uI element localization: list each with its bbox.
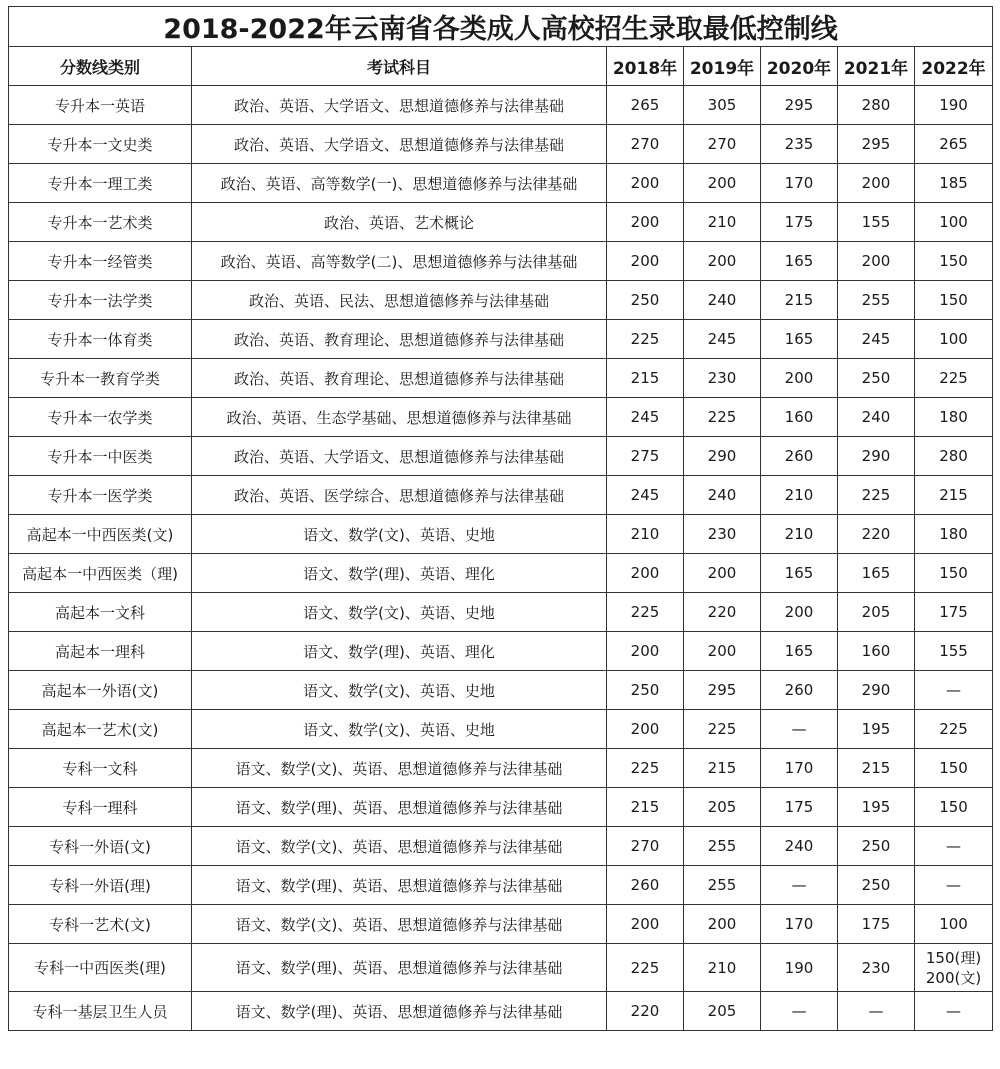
table-row <box>9 86 993 125</box>
table-row <box>9 788 993 827</box>
score-2020: 260 <box>761 671 838 710</box>
score-2021: 160 <box>838 632 915 671</box>
score-2021: 220 <box>838 515 915 554</box>
table-row <box>9 827 993 866</box>
score-2019: 215 <box>684 749 761 788</box>
header-year-2019: 2019年 <box>684 47 761 86</box>
score-2019: 295 <box>684 671 761 710</box>
score-2020: 170 <box>761 749 838 788</box>
score-2019: 255 <box>684 827 761 866</box>
score-2018: 215 <box>607 359 684 398</box>
subjects-cell: 政治、英语、教育理论、思想道德修养与法律基础 <box>192 359 607 398</box>
score-2018: 200 <box>607 710 684 749</box>
score-2018: 260 <box>607 866 684 905</box>
score-2021: 165 <box>838 554 915 593</box>
table-row <box>9 320 993 359</box>
table-row <box>9 593 993 632</box>
score-2022: 180 <box>915 398 993 437</box>
score-2018: 265 <box>607 86 684 125</box>
table-row <box>9 281 993 320</box>
score-2021: 195 <box>838 788 915 827</box>
score-2019: 220 <box>684 593 761 632</box>
score-2021: 255 <box>838 281 915 320</box>
subjects-cell: 语文、数学(文)、英语、思想道德修养与法律基础 <box>192 905 607 944</box>
score-2022: 100 <box>915 203 993 242</box>
score-2021: 195 <box>838 710 915 749</box>
category-cell: 专科一文科 <box>9 749 192 788</box>
subjects-cell: 语文、数学(文)、英语、史地 <box>192 515 607 554</box>
score-2022: 215 <box>915 476 993 515</box>
score-2019: 305 <box>684 86 761 125</box>
score-2020: — <box>761 710 838 749</box>
score-2022: 180 <box>915 515 993 554</box>
score-2022: — <box>915 671 993 710</box>
score-2018: 200 <box>607 905 684 944</box>
score-2018: 270 <box>607 827 684 866</box>
table-row <box>9 866 993 905</box>
score-2022: 150 <box>915 554 993 593</box>
score-2021: 175 <box>838 905 915 944</box>
subjects-cell: 语文、数学(文)、英语、史地 <box>192 593 607 632</box>
score-2020: 190 <box>761 944 838 992</box>
score-2022: 265 <box>915 125 993 164</box>
score-2021: 250 <box>838 827 915 866</box>
score-2019: 245 <box>684 320 761 359</box>
score-2021: 200 <box>838 164 915 203</box>
subjects-cell: 语文、数学(理)、英语、思想道德修养与法律基础 <box>192 788 607 827</box>
score-2018: 225 <box>607 749 684 788</box>
subjects-cell: 政治、英语、艺术概论 <box>192 203 607 242</box>
category-cell: 高起本一艺术(文) <box>9 710 192 749</box>
score-2022: — <box>915 827 993 866</box>
score-2022: 185 <box>915 164 993 203</box>
score-2021: 295 <box>838 125 915 164</box>
score-2018: 245 <box>607 476 684 515</box>
score-2020: 200 <box>761 359 838 398</box>
score-2020: 210 <box>761 515 838 554</box>
score-2019: 290 <box>684 437 761 476</box>
table-row <box>9 476 993 515</box>
score-2021: 250 <box>838 866 915 905</box>
score-2021: 155 <box>838 203 915 242</box>
category-cell: 高起本一文科 <box>9 593 192 632</box>
score-2022: 100 <box>915 905 993 944</box>
table-row <box>9 515 993 554</box>
score-2018: 200 <box>607 203 684 242</box>
score-2021: — <box>838 992 915 1031</box>
header-year-2021: 2021年 <box>838 47 915 86</box>
score-2018: 270 <box>607 125 684 164</box>
table-row <box>9 905 993 944</box>
score-2022: 150 <box>915 749 993 788</box>
score-2019: 270 <box>684 125 761 164</box>
header-year-2020: 2020年 <box>761 47 838 86</box>
score-2019: 205 <box>684 992 761 1031</box>
score-2021: 290 <box>838 671 915 710</box>
score-2022-science: 150(理) <box>925 948 982 967</box>
subjects-cell: 语文、数学(文)、英语、思想道德修养与法律基础 <box>192 827 607 866</box>
score-2019: 230 <box>684 359 761 398</box>
category-cell: 专升本一文史类 <box>9 125 192 164</box>
score-2022: 155 <box>915 632 993 671</box>
category-cell: 专升本一法学类 <box>9 281 192 320</box>
score-2020: 160 <box>761 398 838 437</box>
subjects-cell: 语文、数学(理)、英语、思想道德修养与法律基础 <box>192 992 607 1031</box>
subjects-cell: 语文、数学(理)、英语、理化 <box>192 554 607 593</box>
score-2018: 225 <box>607 320 684 359</box>
category-cell: 专升本一英语 <box>9 86 192 125</box>
category-cell: 高起本一理科 <box>9 632 192 671</box>
score-2022: 225 <box>915 359 993 398</box>
score-2019: 240 <box>684 476 761 515</box>
header-subjects: 考试科目 <box>192 47 607 86</box>
score-2021: 205 <box>838 593 915 632</box>
score-2022: — <box>915 866 993 905</box>
score-2019: 225 <box>684 398 761 437</box>
score-2019: 200 <box>684 905 761 944</box>
subjects-cell: 语文、数学(文)、英语、思想道德修养与法律基础 <box>192 749 607 788</box>
table-row <box>9 398 993 437</box>
category-cell: 专升本一体育类 <box>9 320 192 359</box>
score-2020: 165 <box>761 320 838 359</box>
score-2020: — <box>761 866 838 905</box>
score-table-sheet <box>8 6 992 1031</box>
score-2018: 200 <box>607 164 684 203</box>
subjects-cell: 语文、数学(理)、英语、思想道德修养与法律基础 <box>192 944 607 992</box>
category-cell: 专升本一艺术类 <box>9 203 192 242</box>
score-2022: 150 <box>915 788 993 827</box>
score-2018: 225 <box>607 593 684 632</box>
score-2021: 240 <box>838 398 915 437</box>
score-2018: 250 <box>607 671 684 710</box>
score-2018: 245 <box>607 398 684 437</box>
score-2020: 165 <box>761 554 838 593</box>
score-2019: 240 <box>684 281 761 320</box>
score-2022: 150 <box>915 281 993 320</box>
subjects-cell: 政治、英语、大学语文、思想道德修养与法律基础 <box>192 437 607 476</box>
score-2020: 170 <box>761 164 838 203</box>
table-row <box>9 944 993 992</box>
score-2020: 165 <box>761 242 838 281</box>
subjects-cell: 政治、英语、高等数学(一)、思想道德修养与法律基础 <box>192 164 607 203</box>
category-cell: 高起本一外语(文) <box>9 671 192 710</box>
subjects-cell: 语文、数学(理)、英语、理化 <box>192 632 607 671</box>
subjects-cell: 语文、数学(文)、英语、史地 <box>192 671 607 710</box>
category-cell: 专升本一农学类 <box>9 398 192 437</box>
category-cell: 专科一外语(文) <box>9 827 192 866</box>
score-2020: 165 <box>761 632 838 671</box>
score-2021: 245 <box>838 320 915 359</box>
score-2021: 225 <box>838 476 915 515</box>
subjects-cell: 政治、英语、民法、思想道德修养与法律基础 <box>192 281 607 320</box>
category-cell: 专升本一教育学类 <box>9 359 192 398</box>
score-2019: 230 <box>684 515 761 554</box>
score-2020: 200 <box>761 593 838 632</box>
score-2019: 210 <box>684 203 761 242</box>
category-cell: 专升本一中医类 <box>9 437 192 476</box>
score-2020: 210 <box>761 476 838 515</box>
score-2020: 295 <box>761 86 838 125</box>
category-cell: 高起本一中西医类(文) <box>9 515 192 554</box>
score-2020: 175 <box>761 203 838 242</box>
score-2020: 240 <box>761 827 838 866</box>
score-2018: 215 <box>607 788 684 827</box>
score-2019: 200 <box>684 632 761 671</box>
score-2022: 280 <box>915 437 993 476</box>
subjects-cell: 政治、英语、教育理论、思想道德修养与法律基础 <box>192 320 607 359</box>
header-category: 分数线类别 <box>9 47 192 86</box>
score-2018: 210 <box>607 515 684 554</box>
category-cell: 专升本一医学类 <box>9 476 192 515</box>
subjects-cell: 政治、英语、大学语文、思想道德修养与法律基础 <box>192 86 607 125</box>
score-2020: 170 <box>761 905 838 944</box>
score-2019: 200 <box>684 554 761 593</box>
score-2022: — <box>915 992 993 1031</box>
score-2018: 250 <box>607 281 684 320</box>
score-2020: 175 <box>761 788 838 827</box>
score-2022 <box>915 944 993 992</box>
header-year-2018: 2018年 <box>607 47 684 86</box>
admission-score-table <box>8 6 993 1031</box>
category-cell: 专科一外语(理) <box>9 866 192 905</box>
category-cell: 专科一中西医类(理) <box>9 944 192 992</box>
table-row <box>9 992 993 1031</box>
subjects-cell: 语文、数学(文)、英语、史地 <box>192 710 607 749</box>
table-row <box>9 359 993 398</box>
table-row <box>9 632 993 671</box>
table-row <box>9 671 993 710</box>
category-cell: 高起本一中西医类（理) <box>9 554 192 593</box>
table-row <box>9 710 993 749</box>
score-2021: 230 <box>838 944 915 992</box>
table-row <box>9 242 993 281</box>
table-row <box>9 554 993 593</box>
score-2020: 215 <box>761 281 838 320</box>
score-2019: 225 <box>684 710 761 749</box>
score-2018: 225 <box>607 944 684 992</box>
score-2022: 190 <box>915 86 993 125</box>
category-cell: 专科一艺术(文) <box>9 905 192 944</box>
score-2022: 100 <box>915 320 993 359</box>
subjects-cell: 政治、英语、大学语文、思想道德修养与法律基础 <box>192 125 607 164</box>
table-row <box>9 749 993 788</box>
category-cell: 专升本一经管类 <box>9 242 192 281</box>
score-2019: 205 <box>684 788 761 827</box>
score-2019: 200 <box>684 242 761 281</box>
score-2022-arts: 200(文) <box>925 968 982 987</box>
score-2022: 175 <box>915 593 993 632</box>
score-2020: 235 <box>761 125 838 164</box>
score-2018: 200 <box>607 554 684 593</box>
score-2021: 290 <box>838 437 915 476</box>
header-year-2022: 2022年 <box>915 47 993 86</box>
score-2021: 250 <box>838 359 915 398</box>
score-2018: 200 <box>607 242 684 281</box>
score-2018: 200 <box>607 632 684 671</box>
category-cell: 专科一理科 <box>9 788 192 827</box>
score-2019: 210 <box>684 944 761 992</box>
score-2020: — <box>761 992 838 1031</box>
subjects-cell: 语文、数学(理)、英语、思想道德修养与法律基础 <box>192 866 607 905</box>
score-2022: 225 <box>915 710 993 749</box>
subjects-cell: 政治、英语、高等数学(二)、思想道德修养与法律基础 <box>192 242 607 281</box>
score-2021: 200 <box>838 242 915 281</box>
table-title: 2018-2022年云南省各类成人高校招生录取最低控制线 <box>9 7 993 47</box>
subjects-cell: 政治、英语、医学综合、思想道德修养与法律基础 <box>192 476 607 515</box>
score-2018: 275 <box>607 437 684 476</box>
score-2021: 215 <box>838 749 915 788</box>
score-2022: 150 <box>915 242 993 281</box>
table-row <box>9 164 993 203</box>
score-2018: 220 <box>607 992 684 1031</box>
category-cell: 专科一基层卫生人员 <box>9 992 192 1031</box>
score-2020: 260 <box>761 437 838 476</box>
table-row <box>9 203 993 242</box>
score-2019: 200 <box>684 164 761 203</box>
score-2019: 255 <box>684 866 761 905</box>
subjects-cell: 政治、英语、生态学基础、思想道德修养与法律基础 <box>192 398 607 437</box>
category-cell: 专升本一理工类 <box>9 164 192 203</box>
table-row <box>9 437 993 476</box>
table-row <box>9 125 993 164</box>
score-2021: 280 <box>838 86 915 125</box>
